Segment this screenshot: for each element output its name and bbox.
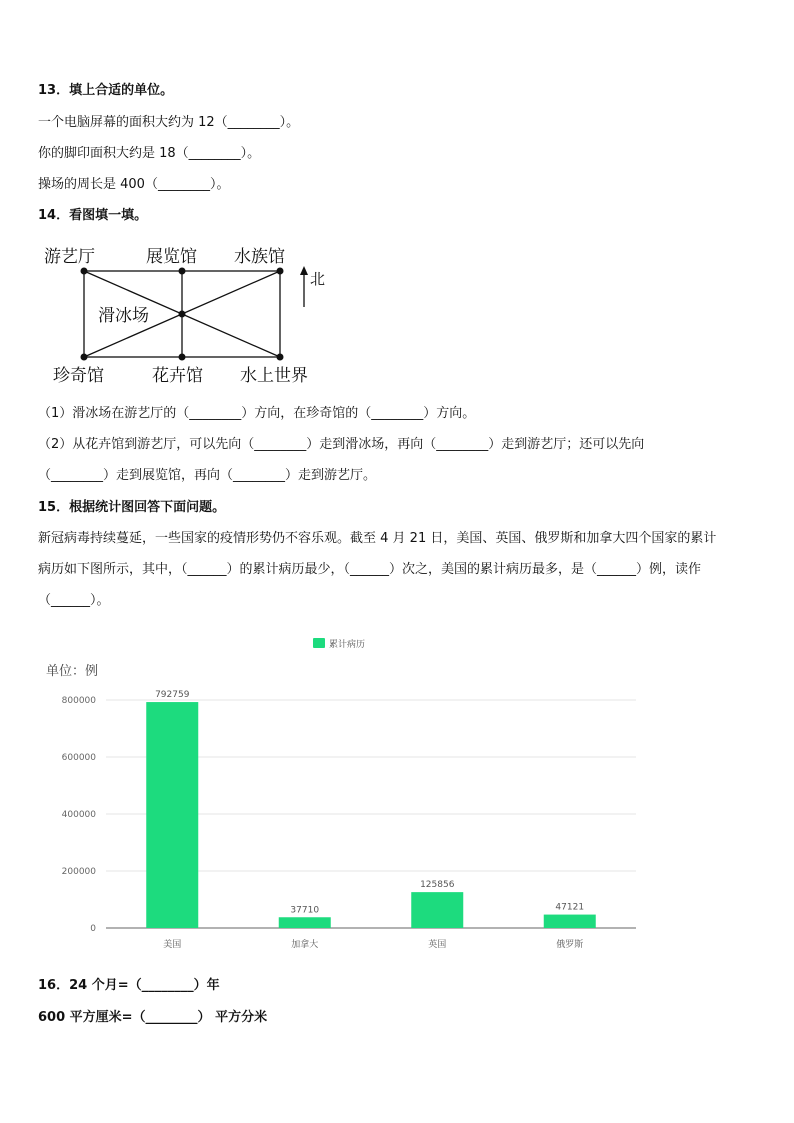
north-arrow-icon bbox=[300, 266, 308, 307]
bar bbox=[279, 917, 331, 928]
y-tick-label: 800000 bbox=[61, 696, 96, 706]
dot-bot-mid bbox=[179, 354, 186, 361]
x-category-label: 俄罗斯 bbox=[556, 940, 584, 950]
place-center: 滑冰场 bbox=[98, 306, 149, 326]
place-top-mid: 展览馆 bbox=[146, 247, 197, 267]
x-category-label: 加拿大 bbox=[291, 940, 319, 950]
q16-line-1: 16．24 个月=（________）年 bbox=[38, 978, 220, 993]
q14-title: 14．看图填一填。 bbox=[38, 208, 148, 223]
dot-top-left bbox=[81, 268, 88, 275]
bar-value-label: 37710 bbox=[290, 905, 320, 916]
place-bot-mid: 花卉馆 bbox=[152, 366, 203, 386]
q14-line-3: （________）走到展览馆，再向（________）走到游艺厅。 bbox=[38, 468, 377, 483]
q15-line-2: 病历如下图所示，其中，（______）的累计病历最少，（______）次之，美国的累计病历最多，是（______）例，读作 bbox=[38, 562, 702, 577]
bar bbox=[146, 702, 198, 928]
dot-center bbox=[179, 311, 186, 318]
legend-label: 累计病历 bbox=[329, 640, 366, 650]
y-tick-label: 600000 bbox=[61, 753, 96, 763]
bar bbox=[411, 892, 463, 928]
bar-value-label: 125856 bbox=[420, 880, 455, 891]
x-category-label: 美国 bbox=[163, 940, 182, 950]
y-tick-label: 400000 bbox=[61, 810, 96, 820]
q13-line-3: 操场的周长是 400（________）。 bbox=[38, 177, 230, 192]
dot-bot-left bbox=[81, 354, 88, 361]
x-category-label: 英国 bbox=[428, 940, 447, 950]
y-tick-label: 200000 bbox=[61, 867, 96, 877]
legend-swatch bbox=[313, 638, 325, 648]
case-bar-chart bbox=[38, 628, 658, 958]
chart-legend bbox=[313, 638, 365, 650]
y-tick-label: 0 bbox=[90, 924, 96, 934]
q16-line-2: 600 平方厘米=（________） 平方分米 bbox=[38, 1010, 268, 1025]
q14-line-2: （2）从花卉馆到游艺厅，可以先向（________）走到滑冰场，再向（________）走到游艺厅；还可以先向 bbox=[38, 437, 645, 452]
place-bot-right: 水上世界 bbox=[240, 366, 308, 386]
dot-top-mid bbox=[179, 268, 186, 275]
place-top-left: 游艺厅 bbox=[44, 247, 95, 267]
location-map bbox=[38, 240, 338, 390]
bar bbox=[544, 915, 596, 928]
bar-value-label: 792759 bbox=[155, 690, 190, 701]
chart-unit-label: 单位：例 bbox=[46, 664, 99, 679]
q13-line-2: 你的脚印面积大约是 18（________）。 bbox=[38, 146, 261, 161]
q15-line-1: 新冠病毒持续蔓延，一些国家的疫情形势仍不容乐观。截至 4 月 21 日，美国、英国、俄罗斯和加拿大四个国家的累计 bbox=[38, 531, 717, 546]
q13-line-1: 一个电脑屏幕的面积大约为 12（________）。 bbox=[38, 115, 300, 130]
q14-line-1: （1）滑冰场在游艺厅的（________）方向，在珍奇馆的（________）方向。 bbox=[38, 406, 476, 421]
dot-bot-right bbox=[277, 354, 284, 361]
q15-title: 15．根据统计图回答下面问题。 bbox=[38, 500, 226, 515]
place-bot-left: 珍奇馆 bbox=[53, 366, 104, 386]
place-top-right: 水族馆 bbox=[234, 247, 285, 267]
north-label: 北 bbox=[310, 270, 326, 288]
bar-value-label: 47121 bbox=[555, 902, 585, 913]
dot-top-right bbox=[277, 268, 284, 275]
q13-title: 13．填上合适的单位。 bbox=[38, 83, 174, 98]
q15-line-3: （______）。 bbox=[38, 593, 110, 608]
